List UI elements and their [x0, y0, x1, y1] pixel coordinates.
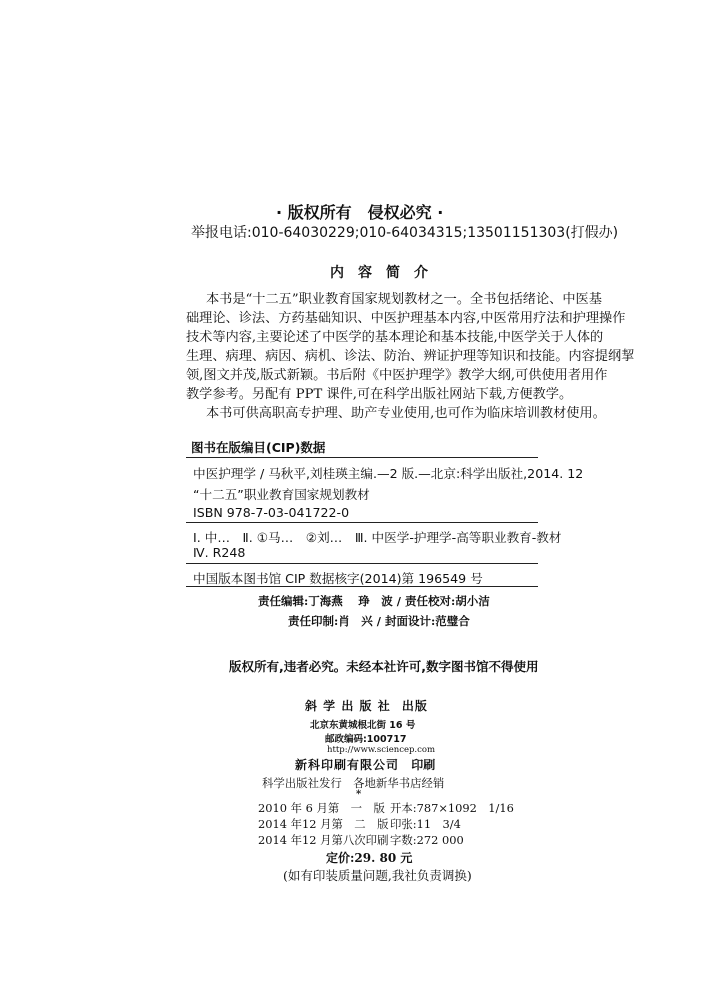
- credits-line-2: 责任印制:肖 兴 / 封面设计:范璧合: [288, 614, 470, 628]
- printer-suffix: 印刷: [411, 758, 436, 772]
- cip-core: 中国版本图书馆 CIP 数据核字(2014)第 196549 号: [193, 571, 483, 586]
- cip-bottom-rule: [186, 586, 538, 587]
- edition-left: 2014 年12 月第八次印刷: [258, 833, 389, 847]
- edition-right: 字数:272 000: [390, 833, 464, 847]
- summary-line: 领,图文并茂,版式新颖。书后附《中医护理学》教学大纲,可供使用者用作: [186, 368, 608, 383]
- report-phone: 举报电话:010-64030229;010-64034315;13501151303(打假办): [191, 225, 619, 241]
- quality-note: (如有印装质量问题,我社负责调换): [283, 868, 472, 883]
- summary-heading: 内 容 简 介: [330, 265, 428, 281]
- separator-star: *: [356, 789, 362, 800]
- distributor-line: 科学出版社发行 各地新华书店经销: [262, 776, 445, 790]
- credits-line-1: 责任编辑:丁海燕 琤 波 / 责任校对:胡小洁: [258, 594, 490, 608]
- cip-line: 中医护理学 / 马秋平,刘桂瑛主编.—2 版.—北京:科学出版社,2014. 12: [193, 466, 584, 481]
- printer-name: 新科印刷有限公司: [295, 758, 400, 772]
- printer-line: [295, 756, 435, 773]
- cip-mid-rule: [186, 563, 538, 564]
- cip-line: “十二五”职业教育国家规划教材: [193, 487, 370, 502]
- cip-top-rule: [186, 457, 538, 458]
- cip-line: Ⅰ. 中… Ⅱ. ①马… ②刘… Ⅲ. 中医学-护理学-高等职业教育-教材: [193, 530, 562, 545]
- summary-line: 本书是“十二五”职业教育国家规划教材之一。全书包括绪论、中医基: [206, 292, 602, 307]
- edition-right: 开本:787×1092 1/16: [390, 801, 514, 815]
- cip-line: ISBN 978-7-03-041722-0: [193, 505, 350, 520]
- copyright-title: · 版权所有 侵权必究 ·: [276, 203, 444, 222]
- price: 定价:29. 80 元: [326, 851, 413, 865]
- publisher-name: 斜 学 出 版 社: [305, 699, 391, 713]
- publisher-address: 北京东黄城根北街 16 号: [310, 720, 416, 731]
- publisher-url[interactable]: http://www.sciencep.com: [327, 745, 436, 755]
- summary-line: 本书可供高职高专护理、助产专业使用,也可作为临床培训教材使用。: [206, 406, 606, 421]
- summary-line: 础理论、诊法、方药基础知识、中医护理基本内容,中医常用疗法和护理操作: [186, 311, 626, 326]
- edition-right: 印张:11 3/4: [390, 817, 461, 831]
- cip-mid-rule: [186, 522, 538, 523]
- rights-statement: 版权所有,违者必究。未经本社许可,数字图书馆不得使用: [229, 659, 539, 674]
- publisher-suffix: 出版: [401, 699, 428, 713]
- summary-line: 技术等内容,主要论述了中医学的基本理论和基本技能,中医学关于人体的: [186, 330, 604, 345]
- edition-left: 2010 年 6 月第 一 版: [258, 801, 385, 815]
- cip-line: Ⅳ. R248: [193, 545, 246, 560]
- edition-left: 2014 年12 月第 二 版: [258, 817, 389, 831]
- publisher-logo: [305, 697, 428, 714]
- cip-heading: 图书在版编目(CIP)数据: [191, 440, 326, 455]
- publisher-postcode: 邮政编码:100717: [325, 734, 407, 745]
- summary-line: 生理、病理、病因、病机、诊法、防治、辨证护理等知识和技能。内容提纲挈: [186, 349, 635, 364]
- summary-line: 教学参考。另配有 PPT 课件,可在科学出版社网站下载,方便教学。: [186, 387, 573, 402]
